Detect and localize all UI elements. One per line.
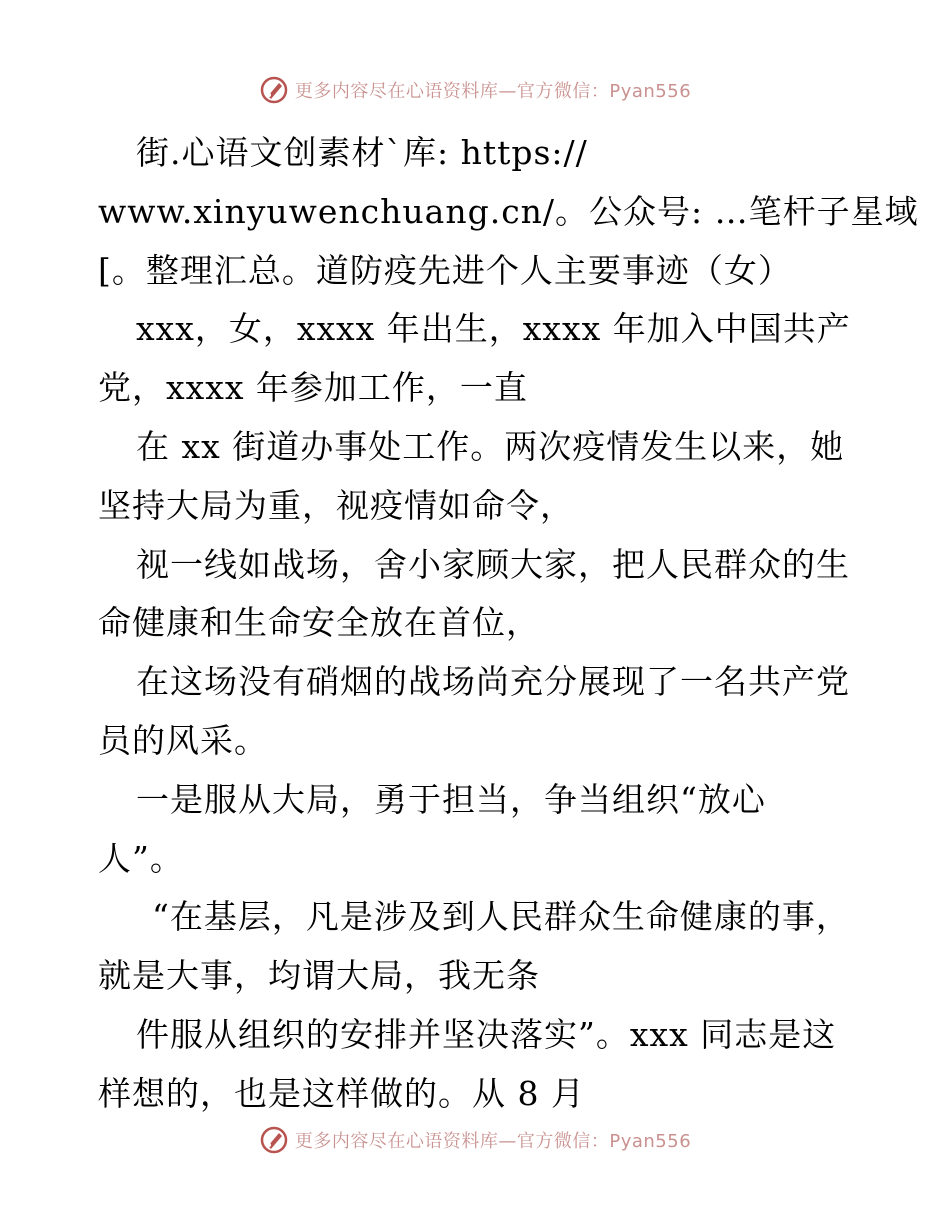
text-line: 命健康和生命安全放在首位，: [98, 603, 540, 643]
header-watermark-text: 更多内容尽在心语资料库—官方微信：Pyan556: [294, 81, 692, 102]
footer-watermark: [0, 1123, 950, 1157]
header-watermark: [0, 73, 950, 107]
text-line: 件服从组织的安排并坚决落实”。xxx 同志是这: [136, 1014, 837, 1054]
text-line: 就是大事，均谓大局，我无条: [98, 956, 540, 996]
text-line: 样想的，也是这样做的。从 8 月: [98, 1073, 585, 1113]
footer-watermark-text: 更多内容尽在心语资料库—官方微信：Pyan556: [294, 1131, 692, 1152]
text-line: 在 xx 街道办事处工作。两次疫情发生以来，她: [136, 426, 845, 466]
text-line: 视一线如战场，舍小家顾大家，把人民群众的生: [136, 544, 850, 584]
text-line: 一是服从大局，勇于担当，争当组织“放心: [136, 779, 766, 819]
document-body: [98, 124, 919, 1124]
text-line: 街.心语文创素材`库: https://: [136, 133, 588, 172]
text-line: www.xinyuwenchuang.cn/。公众号: …笔杆子星域: [98, 191, 919, 231]
text-line: xxx，女，xxxx 年出生，xxxx 年加入中国共产: [136, 309, 851, 349]
text-line: 员的风采。: [98, 720, 268, 760]
text-line: [。整理汇总。道防疫先进个人主要事迹（女）: [98, 250, 792, 290]
text-line: “在基层，凡是涉及到人民群众生命健康的事，: [152, 897, 850, 937]
text-line: 党，xxxx 年参加工作，一直: [98, 368, 528, 408]
pen-logo-icon: [259, 75, 289, 105]
pen-logo-icon: [259, 1125, 289, 1155]
text-line: 人”。: [98, 838, 184, 878]
text-line: 坚持大局为重，视疫情如命令，: [98, 485, 574, 525]
text-line: 在这场没有硝烟的战场尚充分展现了一名共产党: [136, 662, 850, 702]
